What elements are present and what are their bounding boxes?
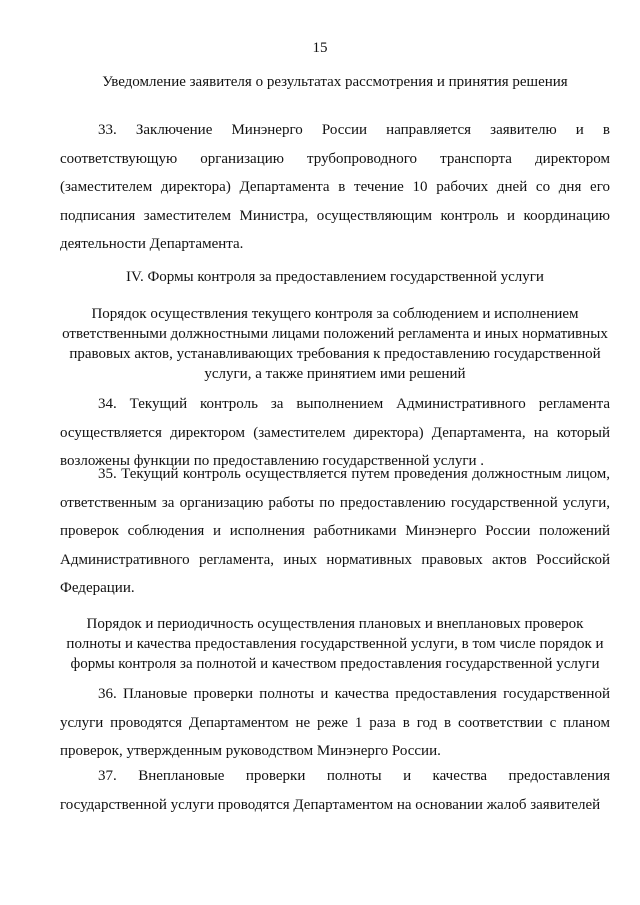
paragraph-36: 36. Плановые проверки полноты и качества предоставления государственной услуги проводятся Департаментом не реже 1 раза в год в соответствии с планом проверок, утвержденным руководством Минэнерго России.	[60, 686, 610, 759]
page-number: 15	[312, 40, 328, 56]
paragraph-33: 33. Заключение Минэнерго России направляется заявителю и в соответствующую организацию трубопроводного транспорта директором (заместителем директора) Департамента в течение 10 рабочих дней со дня его подписания заместителем Министра, осуществляющим контроль и координацию деятельности Департамента.	[60, 122, 610, 252]
paragraph-37: 37. Внеплановые проверки полноты и качества предоставления государственной услуги проводятся Департаментом на основании жалоб заявителей	[60, 768, 610, 813]
paragraph-35: 35. Текущий контроль осуществляется путем проведения должностным лицом, ответственным за организацию работы по предоставлению государственной услуги, проверок соблюдения и исполнения работниками Минэнерго России положений Административного регламента, иных нормативных правовых актов Российской Федерации.	[60, 466, 610, 596]
paragraph-34: 34. Текущий контроль за выполнением Административного регламента осуществляется директором (заместителем директора) Департамента, на который возложены функции по предоставлению государственной услуги .	[60, 396, 610, 469]
section-iv-title: IV. Формы контроля за предоставлением государственной услуги	[126, 269, 544, 285]
subheading-current-control: Порядок осуществления текущего контроля за соблюдением и исполнением ответственными должностными лицами положений регламента и иных нормативных правовых актов, устанавливающих требования к предоставлению государственной услуги, а также принятием ими решений	[62, 306, 608, 382]
heading-notification: Уведомление заявителя о результатах рассмотрения и принятия решения	[102, 74, 568, 90]
subheading-inspections: Порядок и периодичность осуществления плановых и внеплановых проверок полноты и качества предоставления государственной услуги, в том числе порядок и формы контроля за полнотой и качеством предоставления государственной услуги	[66, 616, 604, 672]
